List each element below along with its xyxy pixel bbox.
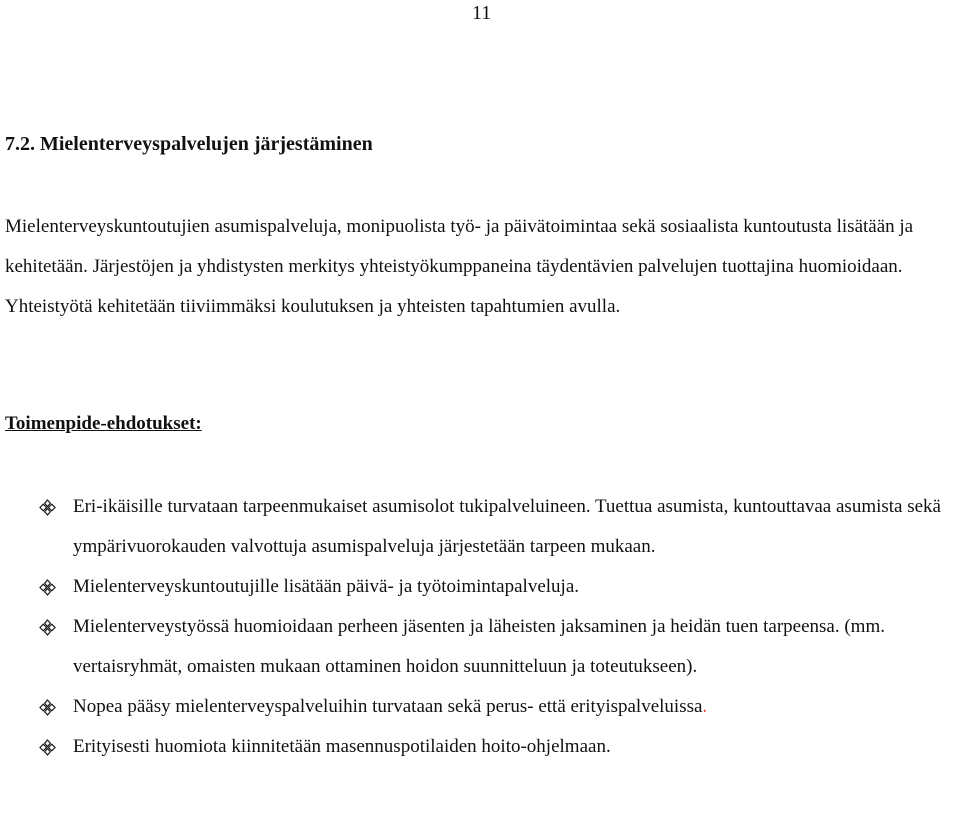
intro-paragraph: Mielenterveyskuntoutujien asumispalveluja, monipuolista työ- ja päivätoimintaa sekä sosiaalista kuntoutusta lisätään ja kehitetään. Järjestöjen ja yhdistysten merkitys yhteistyökumppaneina täydentävien palvelujen tuottajina huomioidaan. Yhteistyötä kehitetään tiiviimmäksi koulutuksen ja yhteisten tapahtumien avulla. — [5, 216, 914, 317]
four-diamond-bullet-icon — [38, 579, 57, 596]
list-item-text: Mielenterveyskuntoutujille lisätään päivä- ja työtoimintapalveluja. — [73, 576, 579, 597]
four-diamond-bullet-icon — [38, 619, 57, 636]
list-item — [0, 567, 960, 607]
list-item — [0, 687, 960, 727]
page-number: 11 — [472, 2, 492, 24]
list-item — [0, 607, 960, 687]
section-heading: 7.2. Mielenterveyspalvelujen järjestäminen — [5, 133, 373, 155]
list-item — [0, 727, 960, 767]
proposals-heading: Toimenpide-ehdotukset: — [5, 413, 202, 434]
list-item-text: Erityisesti huomiota kiinnitetään masennuspotilaiden hoito-ohjelmaan. — [73, 736, 611, 757]
list-item-text: Nopea pääsy mielenterveyspalveluihin turvataan sekä perus- että erityispalveluissa — [73, 696, 703, 717]
four-diamond-bullet-icon — [38, 699, 57, 716]
four-diamond-bullet-icon — [38, 739, 57, 756]
red-period-mark: . — [702, 696, 708, 717]
four-diamond-bullet-icon — [38, 499, 57, 516]
list-item-text: Eri-ikäisille turvataan tarpeenmukaiset asumisolot tukipalveluineen. Tuettua asumista, kuntouttavaa asumista sekä ympärivuorokauden valvottuja asumispalveluja järjestetään tarpeen mukaan. — [73, 496, 941, 557]
list-item — [0, 487, 960, 567]
proposals-list — [0, 487, 960, 767]
list-item-text: Mielenterveystyössä huomioidaan perheen jäsenten ja läheisten jaksaminen ja heidän tuen tarpeensa. (mm. vertaisryhmät, omaisten mukaan ottaminen hoidon suunnitteluun ja toteutukseen). — [73, 616, 885, 677]
